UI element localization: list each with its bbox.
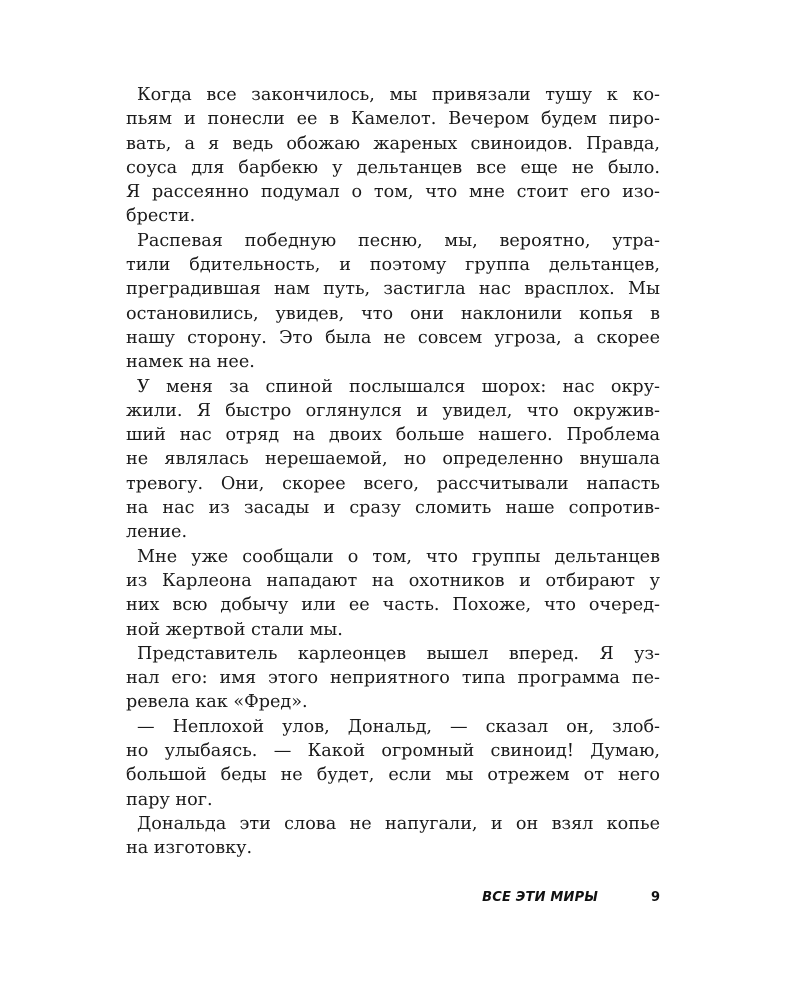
paragraph-3 bbox=[115, 375, 660, 545]
text-line: тревогу. Они, скорее всего, рассчитывали напасть bbox=[126, 473, 660, 494]
text-line: Когда все закончилось, мы привязали тушу к ко- bbox=[137, 85, 660, 105]
paragraph-2 bbox=[115, 229, 660, 375]
text-line: но улыбаясь. — Какой огромный свиноид! Думаю, bbox=[126, 741, 660, 762]
text-line: преградившая нам путь, застигла нас врасплох. Мы bbox=[126, 279, 660, 300]
text-line: Распевая победную песню, мы, вероятно, утра- bbox=[137, 230, 660, 251]
text-line: вать, а я ведь обожаю жареных свиноидов. Правда, bbox=[126, 133, 660, 154]
text-line: Мне уже сообщали о том, что группы дельтанцев bbox=[137, 546, 660, 567]
text-line: соуса для барбекю у дельтанцев все еще не было. bbox=[126, 157, 660, 178]
text-line: ной жертвой стали мы. bbox=[126, 619, 343, 640]
text-line: них всю добычу или ее часть. Похоже, что очеред- bbox=[126, 595, 660, 616]
text-line: тили бдительность, и поэтому группа дельтанцев, bbox=[126, 255, 660, 276]
paragraph-5 bbox=[115, 642, 660, 715]
text-line: Дональда эти слова не напугали, и он взял копье bbox=[137, 813, 660, 834]
text-line: нашу сторону. Это была не совсем угроза, а скорее bbox=[126, 327, 660, 348]
paragraph-6 bbox=[115, 715, 660, 812]
text-line: большой беды не будет, если мы отрежем от него bbox=[126, 765, 660, 786]
running-title: ВСЕ ЭТИ МИРЫ bbox=[482, 890, 598, 905]
page-footer bbox=[115, 890, 660, 910]
text-line: не являлась нерешаемой, но определенно внушала bbox=[126, 449, 660, 470]
text-line: Я рассеянно подумал о том, что мне стоит его изо- bbox=[126, 182, 660, 203]
body-text bbox=[115, 83, 660, 861]
text-line: ление. bbox=[126, 522, 188, 543]
text-line: жили. Я быстро оглянулся и увидел, что окружив- bbox=[126, 400, 660, 421]
page-number: 9 bbox=[650, 890, 660, 905]
text-line: пьям и понесли ее в Камелот. Вечером будем пиро- bbox=[126, 109, 660, 130]
text-line: нал его: имя этого неприятного типа программа пе- bbox=[126, 668, 660, 689]
paragraph-1 bbox=[115, 83, 660, 229]
text-line: ший нас отряд на двоих больше нашего. Проблема bbox=[126, 425, 660, 446]
text-line: остановились, увидев, что они наклонили копья в bbox=[126, 303, 660, 324]
text-line: У меня за спиной послышался шорох: нас окру- bbox=[137, 376, 660, 397]
text-line: — Неплохой улов, Дональд, — сказал он, злоб- bbox=[137, 716, 660, 737]
text-line: на нас из засады и сразу сломить наше сопротив- bbox=[126, 498, 660, 519]
text-line: Представитель карлеонцев вышел вперед. Я уз- bbox=[137, 643, 660, 664]
text-line: ревела как «Фред». bbox=[126, 692, 308, 713]
text-line: на изготовку. bbox=[126, 838, 253, 859]
text-line: брести. bbox=[126, 206, 196, 227]
text-line: из Карлеона нападают на охотников и отбирают у bbox=[126, 570, 660, 591]
paragraph-7 bbox=[115, 812, 660, 861]
text-line: намек на нее. bbox=[126, 352, 255, 373]
text-line: пару ног. bbox=[126, 789, 213, 810]
paragraph-4 bbox=[115, 545, 660, 642]
